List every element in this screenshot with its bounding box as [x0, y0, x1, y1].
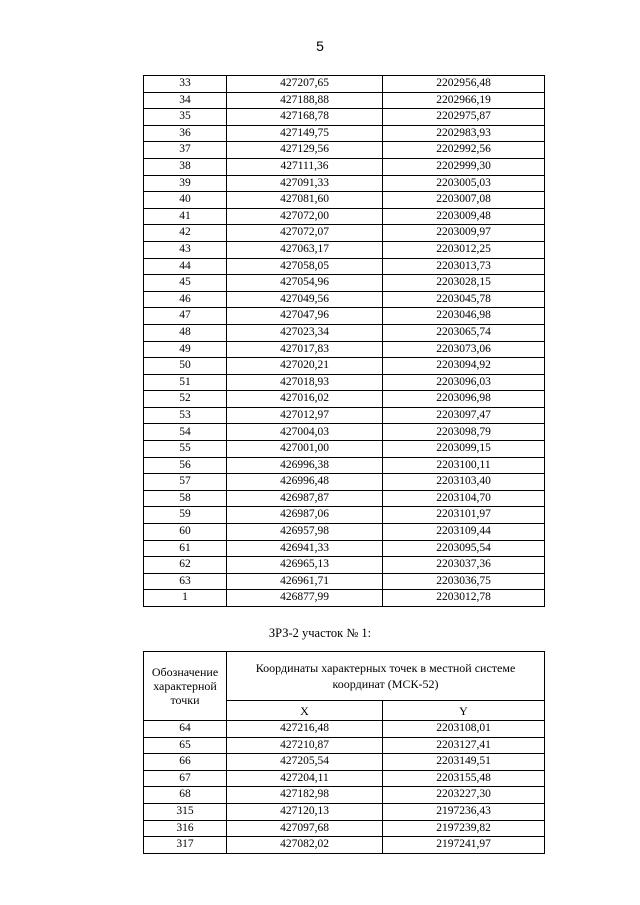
y-coordinate-cell: 2203028,15 — [383, 275, 545, 292]
table-row — [144, 424, 545, 441]
table2-header-row — [144, 652, 545, 701]
table-row — [144, 208, 545, 225]
x-coordinate-cell: 426987,06 — [227, 507, 383, 524]
x-coordinate-cell: 427081,60 — [227, 192, 383, 209]
x-coordinate-cell: 427012,97 — [227, 407, 383, 424]
table-row — [144, 142, 545, 159]
y-coordinate-cell: 2203005,03 — [383, 175, 545, 192]
y-coordinate-cell: 2203149,51 — [383, 754, 545, 771]
point-number-cell: 68 — [144, 787, 227, 804]
y-coordinate-cell: 2203013,73 — [383, 258, 545, 275]
x-coordinate-cell: 427111,36 — [227, 158, 383, 175]
header-y: Y — [383, 701, 545, 721]
x-coordinate-cell: 427018,93 — [227, 374, 383, 391]
table-row — [144, 770, 545, 787]
point-number-cell: 58 — [144, 490, 227, 507]
x-coordinate-cell: 427054,96 — [227, 275, 383, 292]
point-number-cell: 47 — [144, 308, 227, 325]
y-coordinate-cell: 2203037,36 — [383, 557, 545, 574]
point-number-cell: 36 — [144, 125, 227, 142]
y-coordinate-cell: 2203227,30 — [383, 787, 545, 804]
x-coordinate-cell: 427204,11 — [227, 770, 383, 787]
table-row — [144, 358, 545, 375]
point-number-cell: 60 — [144, 524, 227, 541]
y-coordinate-cell: 2203101,97 — [383, 507, 545, 524]
y-coordinate-cell: 2203036,75 — [383, 573, 545, 590]
point-number-cell: 45 — [144, 275, 227, 292]
point-number-cell: 61 — [144, 540, 227, 557]
x-coordinate-cell: 427120,13 — [227, 803, 383, 820]
table-row — [144, 737, 545, 754]
point-number-cell: 67 — [144, 770, 227, 787]
x-coordinate-cell: 427188,88 — [227, 92, 383, 109]
table-row — [144, 125, 545, 142]
table-row — [144, 457, 545, 474]
table-row — [144, 441, 545, 458]
point-number-cell: 46 — [144, 291, 227, 308]
x-coordinate-cell: 426987,87 — [227, 490, 383, 507]
point-number-cell: 59 — [144, 507, 227, 524]
table-row — [144, 192, 545, 209]
y-coordinate-cell: 2202983,93 — [383, 125, 545, 142]
table-row — [144, 407, 545, 424]
point-number-cell: 66 — [144, 754, 227, 771]
x-coordinate-cell: 427182,98 — [227, 787, 383, 804]
point-number-cell: 44 — [144, 258, 227, 275]
y-coordinate-cell: 2203045,78 — [383, 291, 545, 308]
y-coordinate-cell: 2203109,44 — [383, 524, 545, 541]
point-number-cell: 49 — [144, 341, 227, 358]
x-coordinate-cell: 426957,98 — [227, 524, 383, 541]
table1-body — [144, 76, 545, 607]
y-coordinate-cell: 2197241,97 — [383, 837, 545, 854]
x-coordinate-cell: 427016,02 — [227, 391, 383, 408]
table-row — [144, 92, 545, 109]
section-title: ЗРЗ-2 участок № 1: — [268, 626, 372, 640]
x-coordinate-cell: 427072,07 — [227, 225, 383, 242]
y-coordinate-cell: 2203127,41 — [383, 737, 545, 754]
y-coordinate-cell: 2203098,79 — [383, 424, 545, 441]
point-number-cell: 37 — [144, 142, 227, 159]
y-coordinate-cell: 2203009,97 — [383, 225, 545, 242]
page-number: 5 — [316, 38, 324, 54]
x-coordinate-cell: 427001,00 — [227, 441, 383, 458]
point-number-cell: 48 — [144, 324, 227, 341]
point-number-cell: 63 — [144, 573, 227, 590]
y-coordinate-cell: 2203099,15 — [383, 441, 545, 458]
point-number-cell: 40 — [144, 192, 227, 209]
point-number-cell: 34 — [144, 92, 227, 109]
point-number-cell: 317 — [144, 837, 227, 854]
point-number-cell: 65 — [144, 737, 227, 754]
x-coordinate-cell: 427129,56 — [227, 142, 383, 159]
point-number-cell: 315 — [144, 803, 227, 820]
x-coordinate-cell: 426996,38 — [227, 457, 383, 474]
x-coordinate-cell: 427205,54 — [227, 754, 383, 771]
y-coordinate-cell: 2203007,08 — [383, 192, 545, 209]
table-row — [144, 787, 545, 804]
point-number-cell: 50 — [144, 358, 227, 375]
y-coordinate-cell: 2203046,98 — [383, 308, 545, 325]
point-number-cell: 54 — [144, 424, 227, 441]
point-number-cell: 33 — [144, 76, 227, 93]
y-coordinate-cell: 2203094,92 — [383, 358, 545, 375]
table-row — [144, 76, 545, 93]
point-number-cell: 41 — [144, 208, 227, 225]
y-coordinate-cell: 2202956,48 — [383, 76, 545, 93]
y-coordinate-cell: 2203097,47 — [383, 407, 545, 424]
table-row — [144, 308, 545, 325]
point-number-cell: 1 — [144, 590, 227, 607]
table-row — [144, 573, 545, 590]
header-coordinates: Координаты характерных точек в местной системе координат (МСК-52) — [227, 652, 545, 701]
y-coordinate-cell: 2202966,19 — [383, 92, 545, 109]
point-number-cell: 62 — [144, 557, 227, 574]
x-coordinate-cell: 426965,13 — [227, 557, 383, 574]
y-coordinate-cell: 2203095,54 — [383, 540, 545, 557]
y-coordinate-cell: 2203065,74 — [383, 324, 545, 341]
x-coordinate-cell: 427168,78 — [227, 109, 383, 126]
x-coordinate-cell: 427091,33 — [227, 175, 383, 192]
table-row — [144, 374, 545, 391]
table-row — [144, 803, 545, 820]
point-number-cell: 39 — [144, 175, 227, 192]
y-coordinate-cell: 2203009,48 — [383, 208, 545, 225]
point-number-cell: 316 — [144, 820, 227, 837]
point-number-cell: 56 — [144, 457, 227, 474]
table-row — [144, 341, 545, 358]
x-coordinate-cell: 427023,34 — [227, 324, 383, 341]
x-coordinate-cell: 427004,03 — [227, 424, 383, 441]
y-coordinate-cell: 2203012,78 — [383, 590, 545, 607]
y-coordinate-cell: 2203103,40 — [383, 474, 545, 491]
header-x: X — [227, 701, 383, 721]
y-coordinate-cell: 2203155,48 — [383, 770, 545, 787]
x-coordinate-cell: 427082,02 — [227, 837, 383, 854]
x-coordinate-cell: 427210,87 — [227, 737, 383, 754]
x-coordinate-cell: 427072,00 — [227, 208, 383, 225]
table-row — [144, 590, 545, 607]
y-coordinate-cell: 2203012,25 — [383, 241, 545, 258]
table-row — [144, 158, 545, 175]
x-coordinate-cell: 427097,68 — [227, 820, 383, 837]
coordinates-table-zrz2 — [143, 651, 545, 854]
table-row — [144, 490, 545, 507]
x-coordinate-cell: 427149,75 — [227, 125, 383, 142]
x-coordinate-cell: 427207,65 — [227, 76, 383, 93]
table-row — [144, 820, 545, 837]
point-number-cell: 52 — [144, 391, 227, 408]
table-row — [144, 754, 545, 771]
header-point-code: Обозначение характерной точки — [144, 652, 227, 721]
y-coordinate-cell: 2203073,06 — [383, 341, 545, 358]
y-coordinate-cell: 2202999,30 — [383, 158, 545, 175]
point-number-cell: 64 — [144, 721, 227, 738]
y-coordinate-cell: 2203096,98 — [383, 391, 545, 408]
table-row — [144, 524, 545, 541]
x-coordinate-cell: 427216,48 — [227, 721, 383, 738]
point-number-cell: 42 — [144, 225, 227, 242]
x-coordinate-cell: 426961,71 — [227, 573, 383, 590]
x-coordinate-cell: 426941,33 — [227, 540, 383, 557]
y-coordinate-cell: 2202992,56 — [383, 142, 545, 159]
table-row — [144, 474, 545, 491]
x-coordinate-cell: 427063,17 — [227, 241, 383, 258]
x-coordinate-cell: 427047,96 — [227, 308, 383, 325]
y-coordinate-cell: 2203096,03 — [383, 374, 545, 391]
point-number-cell: 35 — [144, 109, 227, 126]
table-row — [144, 721, 545, 738]
y-coordinate-cell: 2197239,82 — [383, 820, 545, 837]
x-coordinate-cell: 427058,05 — [227, 258, 383, 275]
point-number-cell: 57 — [144, 474, 227, 491]
table-row — [144, 291, 545, 308]
table-row — [144, 258, 545, 275]
table-row — [144, 391, 545, 408]
table-row — [144, 324, 545, 341]
x-coordinate-cell: 426996,48 — [227, 474, 383, 491]
point-number-cell: 51 — [144, 374, 227, 391]
x-coordinate-cell: 426877,99 — [227, 590, 383, 607]
point-number-cell: 53 — [144, 407, 227, 424]
table-row — [144, 109, 545, 126]
table-row — [144, 175, 545, 192]
table-row — [144, 507, 545, 524]
x-coordinate-cell: 427017,83 — [227, 341, 383, 358]
table-row — [144, 837, 545, 854]
table-row — [144, 275, 545, 292]
point-number-cell: 38 — [144, 158, 227, 175]
y-coordinate-cell: 2203108,01 — [383, 721, 545, 738]
table2-body — [144, 721, 545, 854]
y-coordinate-cell: 2203100,11 — [383, 457, 545, 474]
table-row — [144, 225, 545, 242]
table-row — [144, 241, 545, 258]
point-number-cell: 43 — [144, 241, 227, 258]
point-number-cell: 55 — [144, 441, 227, 458]
y-coordinate-cell: 2197236,43 — [383, 803, 545, 820]
x-coordinate-cell: 427049,56 — [227, 291, 383, 308]
table-row — [144, 540, 545, 557]
y-coordinate-cell: 2203104,70 — [383, 490, 545, 507]
coordinates-table-continued — [143, 75, 545, 607]
x-coordinate-cell: 427020,21 — [227, 358, 383, 375]
table-row — [144, 557, 545, 574]
y-coordinate-cell: 2202975,87 — [383, 109, 545, 126]
